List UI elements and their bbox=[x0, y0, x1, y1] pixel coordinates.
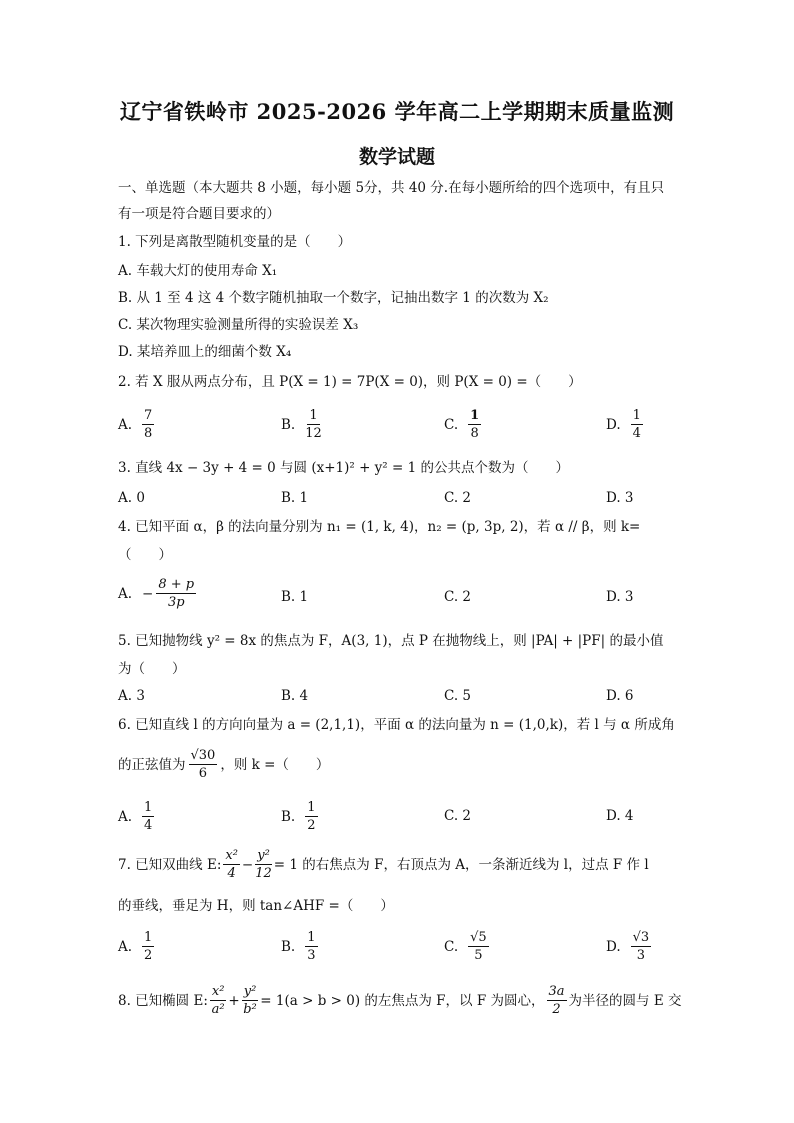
q7-options bbox=[118, 930, 678, 970]
q5-stem-line2: 为（ ） bbox=[118, 661, 186, 677]
q5-option-c: C. 5 bbox=[444, 688, 472, 704]
q4-option-c: C. 2 bbox=[444, 589, 472, 605]
q3-options bbox=[118, 490, 678, 508]
q7-option-a: A. $\frac{1}{2}$ bbox=[118, 930, 153, 963]
q4-option-b: B. 1 bbox=[281, 589, 309, 605]
q5-option-d: D. 6 bbox=[606, 688, 634, 704]
q4-stem-line2: （ ） bbox=[118, 547, 172, 563]
q6-option-d: D. 4 bbox=[606, 808, 634, 824]
q7-stem-line1: 7. 已知双曲线 E: $\frac{\text{x²}}{4}$ − $\frac{\text{y²}}{12}$ = 1 的右焦点为 F，右顶点为 A，一条渐近线为 l，过点 F 作 l bbox=[118, 848, 649, 881]
q4-option-a: A. − $\frac{8 + p}{3p}$ bbox=[118, 577, 195, 610]
q6-option-c: C. 2 bbox=[444, 808, 472, 824]
q7-option-b: B. $\frac{1}{3}$ bbox=[281, 930, 316, 963]
q4-option-d: D. 3 bbox=[606, 589, 634, 605]
q7-option-c: C. $\frac{√5}{5}$ bbox=[444, 930, 487, 963]
q2-option-c: C. $\frac{1}{8}$ bbox=[444, 408, 480, 441]
q3-stem: 3. 直线 4x − 3y + 4 = 0 与圆 (x+1)² + y² = 1 的公共点个数为（ ） bbox=[118, 460, 569, 476]
q3-option-c: C. 2 bbox=[444, 490, 472, 506]
q6-options bbox=[118, 800, 678, 840]
q1-option-c: C. 某次物理实验测量所得的实验误差 X₃ bbox=[118, 317, 359, 333]
q6-stem-line2: 的正弦值为 $\frac{√30}{6}$ ，则 k =（ ） bbox=[118, 748, 330, 781]
q2-option-a: A. $\frac{7}{8}$ bbox=[118, 408, 153, 441]
q3-option-d: D. 3 bbox=[606, 490, 634, 506]
q6-option-a: A. $\frac{1}{4}$ bbox=[118, 800, 153, 833]
q5-option-a: A. 3 bbox=[118, 688, 145, 704]
q3-option-b: B. 1 bbox=[281, 490, 309, 506]
q2-option-b: B. $\frac{1}{12}$ bbox=[281, 408, 322, 441]
q6-option-b: B. $\frac{1}{2}$ bbox=[281, 800, 316, 833]
q6-stem-line1: 6. 已知直线 l 的方向向量为 a = (2,1,1)，平面 α 的法向量为 n = (1,0,k)，若 l 与 α 所成角 bbox=[118, 717, 675, 733]
q5-options bbox=[118, 688, 678, 706]
q2-stem: 2. 若 X 服从两点分布，且 P(X = 1) = 7P(X = 0)，则 P(X = 0) =（ ） bbox=[118, 374, 582, 390]
q2-options bbox=[118, 408, 678, 448]
q7-stem-line2: 的垂线，垂足为 H，则 tan∠AHF =（ ） bbox=[118, 898, 394, 914]
q4-stem-line1: 4. 已知平面 α，β 的法向量分别为 n₁ = (1, k, 4)，n₂ = (p, 3p, 2)，若 α // β，则 k= bbox=[118, 519, 641, 535]
section-heading-line1: 一、单选题（本大题共 8 小题，每小题 5分，共 40 分.在每小题所给的四个选项中，有且只 bbox=[118, 180, 665, 196]
q3-option-a: A. 0 bbox=[118, 490, 145, 506]
q4-options bbox=[118, 577, 678, 617]
q5-option-b: B. 4 bbox=[281, 688, 309, 704]
q2-option-d: D. $\frac{1}{4}$ bbox=[606, 408, 641, 441]
q5-stem-line1: 5. 已知抛物线 y² = 8x 的焦点为 F，A(3, 1)，点 P 在抛物线上，则 |PA| + |PF| 的最小值 bbox=[118, 633, 664, 649]
exam-title: 辽宁省铁岭市 2025-2026 学年高二上学期期末质量监测 bbox=[119, 99, 675, 124]
q1-option-b: B. 从 1 至 4 这 4 个数字随机抽取一个数字，记抽出数字 1 的次数为 X₂ bbox=[118, 290, 549, 306]
section-heading-line2: 有一项是符合题目要求的） bbox=[118, 206, 280, 222]
q1-stem: 1. 下列是离散型随机变量的是（ ） bbox=[118, 234, 352, 250]
q1-option-d: D. 某培养皿上的细菌个数 X₄ bbox=[118, 344, 292, 360]
q8-stem: 8. 已知椭圆 E: $\frac{\text{x²}}{\text{a²}}$ + $\frac{\text{y²}}{\text{b²}}$ = 1(a > b > 0) 的左焦点为 F，以 F 为圆心， $\frac{3a}{2}$ 为半径的圆与 E 交 bbox=[118, 984, 682, 1017]
q7-option-d: D. $\frac{√3}{3}$ bbox=[606, 930, 650, 963]
exam-subtitle: 数学试题 bbox=[358, 146, 435, 168]
q1-option-a: A. 车载大灯的使用寿命 X₁ bbox=[118, 263, 278, 279]
